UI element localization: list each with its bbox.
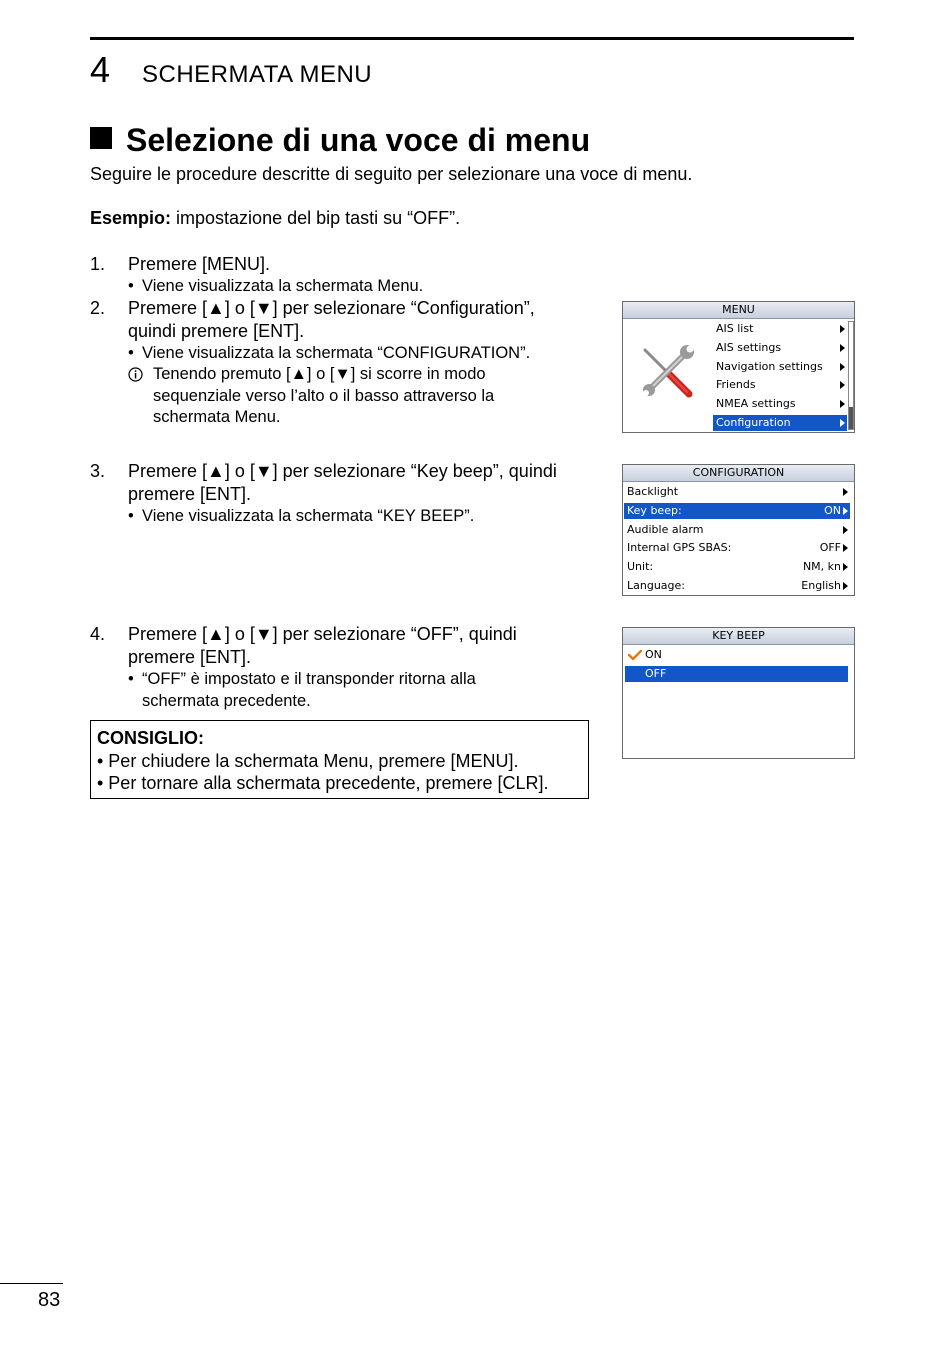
chevron-right-icon (840, 363, 845, 371)
key-beep-screen-title: KEY BEEP (623, 628, 854, 645)
tip-box (90, 720, 589, 799)
chevron-right-icon (840, 344, 845, 352)
info-icon (128, 367, 143, 382)
chevron-right-icon (843, 582, 848, 590)
menu-item-configuration[interactable]: Configuration (713, 415, 847, 431)
chevron-right-icon (843, 563, 848, 571)
config-item-audible-alarm[interactable]: Audible alarm (624, 522, 850, 538)
top-rule (90, 37, 854, 40)
tip-line-2: • Per tornare alla schermata precedente, premere [CLR]. (97, 773, 549, 793)
configuration-screen (622, 464, 855, 596)
square-bullet-icon (90, 127, 112, 149)
checkmark-icon (628, 650, 642, 660)
menu-item-nmea-settings[interactable]: NMEA settings (713, 396, 847, 412)
tools-icon (637, 342, 697, 402)
intro-text: Seguire le procedure descritte di seguito per selezionare una voce di menu. (90, 164, 693, 184)
chevron-right-icon (840, 400, 845, 408)
chevron-right-icon (840, 325, 845, 333)
chevron-right-icon (840, 381, 845, 389)
tip-line-1: • Per chiudere la schermata Menu, premere [MENU]. (97, 751, 519, 771)
step-3-result: • Viene visualizzata la schermata “KEY BEEP”. (128, 507, 475, 525)
key-beep-option-on[interactable]: ON (625, 647, 848, 663)
step-1-result: • Viene visualizzata la schermata Menu. (128, 277, 424, 295)
tip-title: CONSIGLIO: (97, 728, 204, 748)
chapter-title: SCHERMATA MENU (142, 61, 373, 88)
menu-item-ais-list[interactable]: AIS list (713, 321, 847, 337)
step-2-result: • Viene visualizzata la schermata “CONFIGURATION”. (128, 344, 531, 362)
chevron-right-icon (843, 488, 848, 496)
key-beep-screen (622, 627, 855, 759)
chevron-right-icon (843, 507, 848, 515)
step-4-result: • “OFF” è impostato e il transponder ritorna alla (128, 670, 476, 688)
menu-screen (622, 301, 855, 433)
config-item-language[interactable]: Language: English (624, 578, 850, 594)
config-item-unit[interactable]: Unit: NM, kn (624, 559, 850, 575)
step-4-result-line-2: schermata precedente. (142, 692, 311, 710)
footer-rule (0, 1283, 63, 1284)
chevron-right-icon (843, 526, 848, 534)
menu-screen-title: MENU (623, 302, 854, 319)
menu-scrollbar[interactable] (848, 321, 854, 430)
key-beep-option-off[interactable]: OFF (625, 666, 848, 682)
config-item-key-beep[interactable]: Key beep: ON (624, 503, 850, 519)
config-item-backlight[interactable]: Backlight (624, 484, 850, 500)
step-2-note-line-2: sequenziale verso l’alto o il basso attraverso la (153, 387, 495, 405)
page-number: 83 (38, 1289, 61, 1311)
chevron-right-icon (843, 544, 848, 552)
example-text: Esempio: impostazione del bip tasti su “OFF”. (90, 208, 461, 228)
configuration-screen-title: CONFIGURATION (623, 465, 854, 482)
menu-item-ais-settings[interactable]: AIS settings (713, 340, 847, 356)
step-2-note-line-3: schermata Menu. (153, 408, 281, 426)
section-title: Selezione di una voce di menu (90, 120, 590, 160)
chapter-number: 4 (90, 49, 111, 90)
step-2-note-line-1: Tenendo premuto [▲] o [▼] si scorre in modo (153, 365, 486, 383)
scrollbar-thumb[interactable] (849, 407, 853, 429)
menu-item-friends[interactable]: Friends (713, 377, 847, 393)
menu-item-navigation-settings[interactable]: Navigation settings (713, 359, 847, 375)
chevron-right-icon (840, 419, 845, 427)
config-item-internal-gps-sbas[interactable]: Internal GPS SBAS: OFF (624, 540, 850, 556)
